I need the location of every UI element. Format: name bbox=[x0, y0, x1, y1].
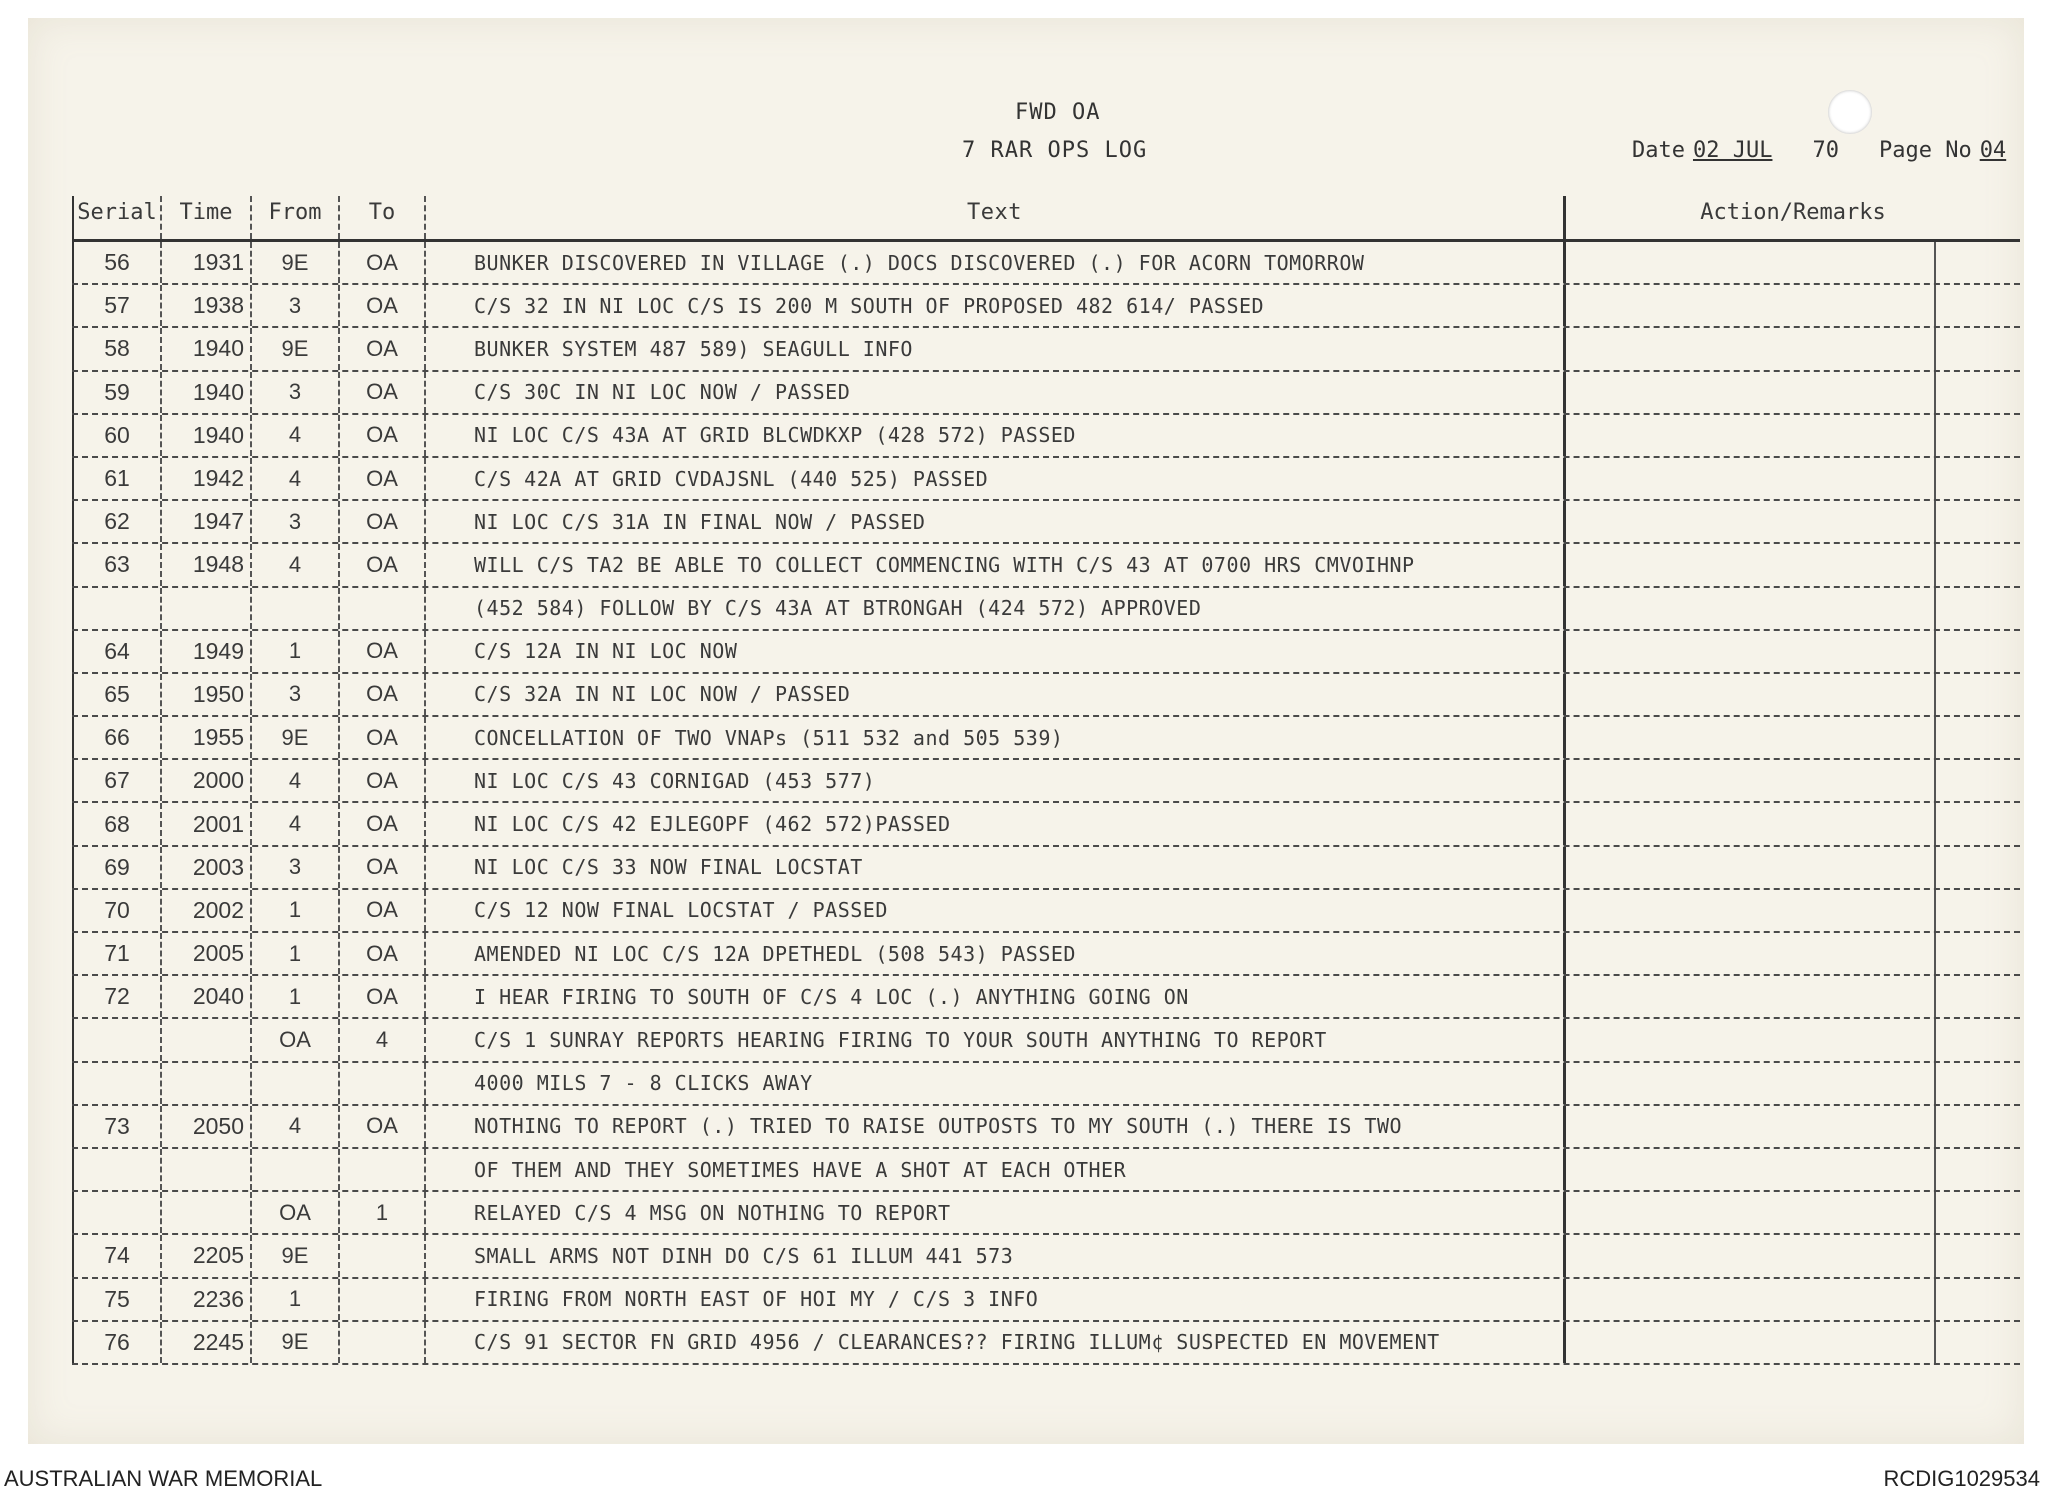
remarks-cell bbox=[1936, 1235, 2020, 1276]
action-cell bbox=[1566, 976, 1936, 1017]
to-cell bbox=[340, 588, 426, 629]
from-cell: 3 bbox=[252, 285, 340, 326]
action-cell bbox=[1566, 1322, 1936, 1363]
text-cell: WILL C/S TA2 BE ABLE TO COLLECT COMMENCING WITH C/S 43 AT 0700 HRS CMVOIHNP bbox=[426, 544, 1566, 585]
table-row bbox=[72, 1149, 2020, 1192]
table-row bbox=[72, 242, 2020, 285]
from-cell: 1 bbox=[252, 631, 340, 672]
text-cell: NI LOC C/S 43 CORNIGAD (453 577) bbox=[426, 760, 1566, 801]
time-cell: 1940 bbox=[162, 415, 252, 456]
serial-cell: 58 bbox=[72, 328, 162, 369]
table-row bbox=[72, 933, 2020, 976]
text-cell: C/S 30C IN NI LOC NOW / PASSED bbox=[426, 372, 1566, 413]
text-cell: RELAYED C/S 4 MSG ON NOTHING TO REPORT bbox=[426, 1192, 1566, 1233]
serial-cell: 70 bbox=[72, 890, 162, 931]
action-cell bbox=[1566, 1279, 1936, 1320]
text-cell: BUNKER DISCOVERED IN VILLAGE (.) DOCS DISCOVERED (.) FOR ACORN TOMORROW bbox=[426, 242, 1566, 283]
table-row bbox=[72, 501, 2020, 544]
to-cell: OA bbox=[340, 1106, 426, 1147]
time-cell bbox=[162, 1192, 252, 1233]
ops-log-table bbox=[72, 196, 2020, 1365]
time-cell: 2050 bbox=[162, 1106, 252, 1147]
serial-cell: 68 bbox=[72, 803, 162, 844]
time-cell: 2005 bbox=[162, 933, 252, 974]
text-cell: C/S 1 SUNRAY REPORTS HEARING FIRING TO YOUR SOUTH ANYTHING TO REPORT bbox=[426, 1019, 1566, 1060]
time-cell: 2205 bbox=[162, 1235, 252, 1276]
from-cell: OA bbox=[252, 1019, 340, 1060]
remarks-cell bbox=[1936, 501, 2020, 542]
archive-credit: AUSTRALIAN WAR MEMORIAL bbox=[4, 1466, 323, 1491]
to-cell: OA bbox=[340, 544, 426, 585]
time-cell: 1947 bbox=[162, 501, 252, 542]
text-cell: NI LOC C/S 31A IN FINAL NOW / PASSED bbox=[426, 501, 1566, 542]
time-cell: 2236 bbox=[162, 1279, 252, 1320]
remarks-cell bbox=[1936, 890, 2020, 931]
time-cell bbox=[162, 588, 252, 629]
to-cell: OA bbox=[340, 890, 426, 931]
table-row bbox=[72, 1019, 2020, 1062]
from-cell: 9E bbox=[252, 1322, 340, 1363]
remarks-cell bbox=[1936, 588, 2020, 629]
column-header-serial: Serial bbox=[72, 196, 162, 239]
table-body bbox=[72, 242, 2020, 1365]
column-header-from: From bbox=[252, 196, 340, 239]
text-cell: AMENDED NI LOC C/S 12A DPETHEDL (508 543) PASSED bbox=[426, 933, 1566, 974]
from-cell: 1 bbox=[252, 933, 340, 974]
serial-cell: 61 bbox=[72, 458, 162, 499]
table-row bbox=[72, 1235, 2020, 1278]
action-cell bbox=[1566, 933, 1936, 974]
to-cell: OA bbox=[340, 242, 426, 283]
to-cell: OA bbox=[340, 285, 426, 326]
to-cell: OA bbox=[340, 674, 426, 715]
time-cell: 2000 bbox=[162, 760, 252, 801]
action-cell bbox=[1566, 544, 1936, 585]
to-cell: OA bbox=[340, 847, 426, 888]
remarks-cell bbox=[1936, 1019, 2020, 1060]
date-label: Date bbox=[1632, 138, 1685, 163]
serial-cell: 69 bbox=[72, 847, 162, 888]
remarks-cell bbox=[1936, 760, 2020, 801]
action-cell bbox=[1566, 1149, 1936, 1190]
from-cell: 4 bbox=[252, 458, 340, 499]
to-cell: OA bbox=[340, 976, 426, 1017]
remarks-cell bbox=[1936, 717, 2020, 758]
serial-cell: 76 bbox=[72, 1322, 162, 1363]
action-cell bbox=[1566, 501, 1936, 542]
serial-cell: 60 bbox=[72, 415, 162, 456]
column-header-text: Text bbox=[426, 196, 1566, 239]
text-cell: C/S 91 SECTOR FN GRID 4956 / CLEARANCES?? FIRING ILLUM¢ SUSPECTED EN MOVEMENT bbox=[426, 1322, 1566, 1363]
to-cell: OA bbox=[340, 458, 426, 499]
to-cell bbox=[340, 1322, 426, 1363]
remarks-cell bbox=[1936, 1106, 2020, 1147]
to-cell bbox=[340, 1149, 426, 1190]
action-cell bbox=[1566, 415, 1936, 456]
action-cell bbox=[1566, 1192, 1936, 1233]
to-cell: 1 bbox=[340, 1192, 426, 1233]
remarks-cell bbox=[1936, 328, 2020, 369]
action-cell bbox=[1566, 847, 1936, 888]
serial-cell: 56 bbox=[72, 242, 162, 283]
text-cell: C/S 12 NOW FINAL LOCSTAT / PASSED bbox=[426, 890, 1566, 931]
table-row bbox=[72, 803, 2020, 846]
date-page-block bbox=[1632, 138, 2006, 163]
remarks-cell bbox=[1936, 631, 2020, 672]
table-row bbox=[72, 1322, 2020, 1365]
text-cell: C/S 42A AT GRID CVDAJSNL (440 525) PASSED bbox=[426, 458, 1566, 499]
time-cell: 1940 bbox=[162, 328, 252, 369]
from-cell: 3 bbox=[252, 674, 340, 715]
table-row bbox=[72, 588, 2020, 631]
text-cell: FIRING FROM NORTH EAST OF HOI MY / C/S 3 INFO bbox=[426, 1279, 1566, 1320]
time-cell: 1950 bbox=[162, 674, 252, 715]
serial-cell: 74 bbox=[72, 1235, 162, 1276]
table-row bbox=[72, 372, 2020, 415]
action-cell bbox=[1566, 1235, 1936, 1276]
table-row bbox=[72, 1063, 2020, 1106]
text-cell: BUNKER SYSTEM 487 589) SEAGULL INFO bbox=[426, 328, 1566, 369]
serial-cell: 75 bbox=[72, 1279, 162, 1320]
time-cell bbox=[162, 1063, 252, 1104]
from-cell: 3 bbox=[252, 372, 340, 413]
table-header-row bbox=[72, 196, 2020, 242]
serial-cell bbox=[72, 588, 162, 629]
column-header-time: Time bbox=[162, 196, 252, 239]
table-row bbox=[72, 1279, 2020, 1322]
remarks-cell bbox=[1936, 847, 2020, 888]
action-cell bbox=[1566, 1106, 1936, 1147]
from-cell: 4 bbox=[252, 544, 340, 585]
unit-heading: FWD OA bbox=[1015, 100, 1101, 125]
to-cell bbox=[340, 1063, 426, 1104]
table-row bbox=[72, 847, 2020, 890]
time-cell: 2001 bbox=[162, 803, 252, 844]
text-cell: NI LOC C/S 42 EJLEGOPF (462 572)PASSED bbox=[426, 803, 1566, 844]
from-cell: 9E bbox=[252, 242, 340, 283]
to-cell: OA bbox=[340, 415, 426, 456]
page-label: Page No bbox=[1878, 138, 1972, 163]
time-cell: 1938 bbox=[162, 285, 252, 326]
table-row bbox=[72, 1192, 2020, 1235]
serial-cell: 67 bbox=[72, 760, 162, 801]
time-cell: 1949 bbox=[162, 631, 252, 672]
from-cell: 4 bbox=[252, 415, 340, 456]
serial-cell: 66 bbox=[72, 717, 162, 758]
serial-cell bbox=[72, 1149, 162, 1190]
serial-cell: 72 bbox=[72, 976, 162, 1017]
text-cell: CONCELLATION OF TWO VNAPs (511 532 and 505 539) bbox=[426, 717, 1566, 758]
from-cell bbox=[252, 588, 340, 629]
action-cell bbox=[1566, 760, 1936, 801]
remarks-cell bbox=[1936, 1279, 2020, 1320]
serial-cell: 71 bbox=[72, 933, 162, 974]
text-cell: OF THEM AND THEY SOMETIMES HAVE A SHOT AT EACH OTHER bbox=[426, 1149, 1566, 1190]
to-cell: 4 bbox=[340, 1019, 426, 1060]
remarks-cell bbox=[1936, 458, 2020, 499]
table-row bbox=[72, 544, 2020, 587]
remarks-cell bbox=[1936, 285, 2020, 326]
from-cell: 9E bbox=[252, 1235, 340, 1276]
text-cell: C/S 32A IN NI LOC NOW / PASSED bbox=[426, 674, 1566, 715]
time-cell: 1931 bbox=[162, 242, 252, 283]
serial-cell bbox=[72, 1019, 162, 1060]
time-cell bbox=[162, 1019, 252, 1060]
time-cell: 2003 bbox=[162, 847, 252, 888]
from-cell: 1 bbox=[252, 976, 340, 1017]
table-row bbox=[72, 717, 2020, 760]
date-value: 02 JUL bbox=[1692, 138, 1773, 163]
column-header-action: Action/Remarks bbox=[1700, 200, 1886, 225]
action-cell bbox=[1566, 890, 1936, 931]
serial-cell: 73 bbox=[72, 1106, 162, 1147]
from-cell: 4 bbox=[252, 803, 340, 844]
time-cell: 1942 bbox=[162, 458, 252, 499]
page-value: 04 bbox=[1979, 138, 2007, 163]
from-cell bbox=[252, 1149, 340, 1190]
remarks-cell bbox=[1936, 372, 2020, 413]
column-header-to: To bbox=[340, 196, 426, 239]
to-cell: OA bbox=[340, 501, 426, 542]
table-row bbox=[72, 458, 2020, 501]
to-cell: OA bbox=[340, 631, 426, 672]
from-cell: 4 bbox=[252, 760, 340, 801]
serial-cell bbox=[72, 1192, 162, 1233]
text-cell: I HEAR FIRING TO SOUTH OF C/S 4 LOC (.) ANYTHING GOING ON bbox=[426, 976, 1566, 1017]
from-cell: OA bbox=[252, 1192, 340, 1233]
text-cell: C/S 12A IN NI LOC NOW bbox=[426, 631, 1566, 672]
text-cell: 4000 MILS 7 - 8 CLICKS AWAY bbox=[426, 1063, 1566, 1104]
action-cell bbox=[1566, 372, 1936, 413]
to-cell bbox=[340, 1279, 426, 1320]
text-cell: NOTHING TO REPORT (.) TRIED TO RAISE OUTPOSTS TO MY SOUTH (.) THERE IS TWO bbox=[426, 1106, 1566, 1147]
action-cell bbox=[1566, 1019, 1936, 1060]
remarks-cell bbox=[1936, 1063, 2020, 1104]
table-row bbox=[72, 674, 2020, 717]
action-cell bbox=[1566, 717, 1936, 758]
to-cell bbox=[340, 1235, 426, 1276]
to-cell: OA bbox=[340, 803, 426, 844]
from-cell: 3 bbox=[252, 847, 340, 888]
action-cell bbox=[1566, 674, 1936, 715]
remarks-cell bbox=[1936, 1322, 2020, 1363]
action-cell bbox=[1566, 631, 1936, 672]
serial-cell: 63 bbox=[72, 544, 162, 585]
time-cell: 1940 bbox=[162, 372, 252, 413]
table-row bbox=[72, 328, 2020, 371]
archive-id: RCDIG1029534 bbox=[1883, 1466, 2040, 1491]
text-cell: (452 584) FOLLOW BY C/S 43A AT BTRONGAH (424 572) APPROVED bbox=[426, 588, 1566, 629]
remarks-cell bbox=[1936, 1192, 2020, 1233]
table-row bbox=[72, 1106, 2020, 1149]
time-cell: 1955 bbox=[162, 717, 252, 758]
serial-cell bbox=[72, 1063, 162, 1104]
action-cell bbox=[1566, 328, 1936, 369]
action-cell bbox=[1566, 803, 1936, 844]
from-cell: 9E bbox=[252, 717, 340, 758]
year-value: 70 bbox=[1812, 138, 1839, 163]
time-cell: 2245 bbox=[162, 1322, 252, 1363]
text-cell: SMALL ARMS NOT DINH DO C/S 61 ILLUM 441 573 bbox=[426, 1235, 1566, 1276]
serial-cell: 62 bbox=[72, 501, 162, 542]
action-cell bbox=[1566, 242, 1936, 283]
remarks-cell bbox=[1936, 674, 2020, 715]
serial-cell: 57 bbox=[72, 285, 162, 326]
from-cell: 1 bbox=[252, 1279, 340, 1320]
action-cell bbox=[1566, 588, 1936, 629]
table-row bbox=[72, 890, 2020, 933]
action-cell bbox=[1566, 285, 1936, 326]
punch-hole bbox=[1828, 90, 1872, 134]
table-row bbox=[72, 976, 2020, 1019]
text-cell: NI LOC C/S 33 NOW FINAL LOCSTAT bbox=[426, 847, 1566, 888]
table-row bbox=[72, 415, 2020, 458]
from-cell: 3 bbox=[252, 501, 340, 542]
serial-cell: 59 bbox=[72, 372, 162, 413]
action-cell bbox=[1566, 458, 1936, 499]
remarks-cell bbox=[1936, 1149, 2020, 1190]
from-cell: 9E bbox=[252, 328, 340, 369]
to-cell: OA bbox=[340, 717, 426, 758]
to-cell: OA bbox=[340, 760, 426, 801]
remarks-cell bbox=[1936, 242, 2020, 283]
remarks-cell bbox=[1936, 803, 2020, 844]
time-cell: 2002 bbox=[162, 890, 252, 931]
table-row bbox=[72, 631, 2020, 674]
from-cell: 1 bbox=[252, 890, 340, 931]
from-cell bbox=[252, 1063, 340, 1104]
remarks-cell bbox=[1936, 933, 2020, 974]
from-cell: 4 bbox=[252, 1106, 340, 1147]
to-cell: OA bbox=[340, 328, 426, 369]
action-cell bbox=[1566, 1063, 1936, 1104]
table-row bbox=[72, 760, 2020, 803]
serial-cell: 64 bbox=[72, 631, 162, 672]
remarks-cell bbox=[1936, 544, 2020, 585]
time-cell: 1948 bbox=[162, 544, 252, 585]
time-cell bbox=[162, 1149, 252, 1190]
remarks-cell bbox=[1936, 976, 2020, 1017]
time-cell: 2040 bbox=[162, 976, 252, 1017]
to-cell: OA bbox=[340, 372, 426, 413]
serial-cell: 65 bbox=[72, 674, 162, 715]
table-row bbox=[72, 285, 2020, 328]
text-cell: C/S 32 IN NI LOC C/S IS 200 M SOUTH OF PROPOSED 482 614/ PASSED bbox=[426, 285, 1566, 326]
log-title: 7 RAR OPS LOG bbox=[962, 138, 1148, 163]
text-cell: NI LOC C/S 43A AT GRID BLCWDKXP (428 572) PASSED bbox=[426, 415, 1566, 456]
to-cell: OA bbox=[340, 933, 426, 974]
remarks-cell bbox=[1936, 415, 2020, 456]
